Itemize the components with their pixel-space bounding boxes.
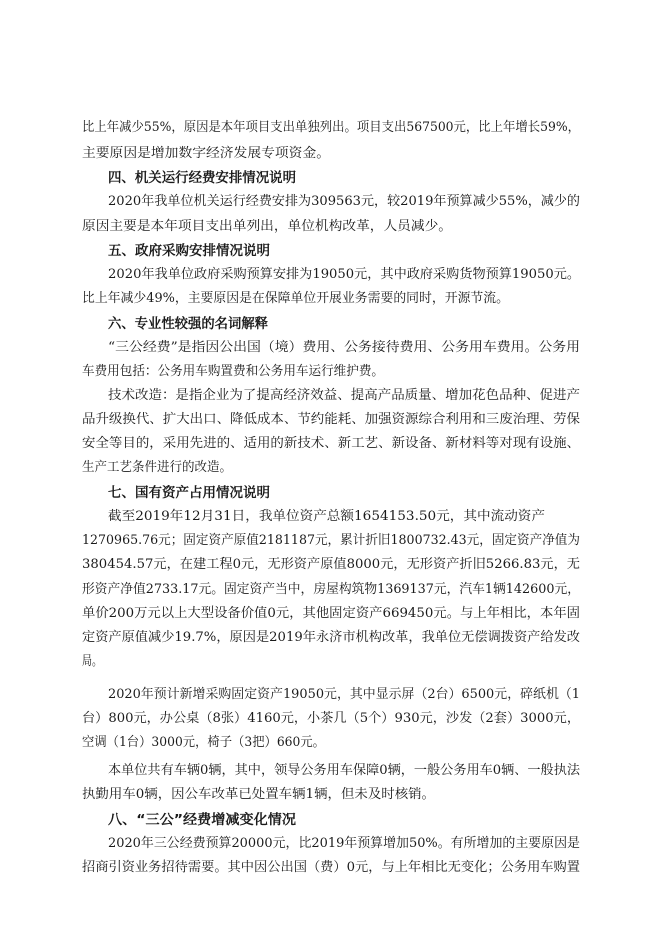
- body-text-line: “三公经费”是指因公出国（境）费用、公务接待费用、公务用车费用。公务用: [108, 340, 580, 355]
- section-heading: 七、国有资产占用情况说明: [108, 485, 270, 501]
- body-text-line: 2020年三公经费预算20000元，比2019年预算增加50%。有所增加的主要原因是: [108, 836, 580, 851]
- body-text-line: 截至2019年12月31日，我单位资产总额1654153.50元，其中流动资产: [108, 509, 545, 524]
- body-text-line: 生产工艺条件进行的改造。: [82, 460, 232, 475]
- body-text-line: 单价200万元以上大型设备价值0元，其他固定资产669450元。与上年相比，本年固: [82, 606, 580, 621]
- body-text-line: 车费用包括：公务用车购置费和公务用车运行维护费。: [82, 364, 384, 379]
- body-text-line: 比上年减少49%，主要原因是在保障单位开展业务需要的同时，开源节流。: [82, 291, 509, 306]
- body-text-line: 原因主要是本年项目支出单列出，单位机构改革，人员减少。: [82, 219, 452, 234]
- body-text-line: 安全等目的，采用先进的、适用的新技术、新工艺、新设备、新材料等对现有设施、: [82, 436, 580, 451]
- section-heading: 四、机关运行经费安排情况说明: [108, 170, 296, 186]
- body-text-line: 2020年我单位政府采购预算安排为19050元，其中政府采购货物预算19050元。: [108, 267, 580, 282]
- body-text-line: 主要原因是增加数字经济发展专项资金。: [82, 146, 330, 161]
- body-text-line: 380454.57元，在建工程0元，无形资产原值8000元，无形资产折旧5266.83元，无: [82, 557, 580, 572]
- body-text-line: 招商引资业务招待需要。其中因公出国（费）0元，与上年相比无变化；公务用车购置: [82, 860, 580, 875]
- section-heading: 五、政府采购安排情况说明: [108, 243, 270, 259]
- body-text-line: 品升级换代、扩大出口、降低成本、节约能耗、加强资源综合利用和三废治理、劳保: [82, 412, 580, 427]
- body-text-line: 比上年减少55%，原因是本年项目支出单独列出。项目支出567500元，比上年增长59%，: [82, 120, 580, 135]
- body-text-line: 形资产净值2733.17元。固定资产当中，房屋构筑物1369137元，汽车1辆142600元，: [82, 582, 580, 597]
- section-heading: 八、“三公”经费增减变化情况: [108, 812, 296, 828]
- body-text-line: 1270965.76元；固定资产原值2181187元，累计折旧1800732.43元，固定资产净值为: [82, 533, 580, 548]
- body-text-line: 空调（1台）3000元，椅子（3把）660元。: [82, 735, 325, 750]
- body-text-line: 2020年我单位机关运行经费安排为309563元，较2019年预算减少55%，减少的: [108, 194, 580, 209]
- body-text-line: 局。: [82, 654, 102, 669]
- body-text-line: 2020年预计新增采购固定资产19050元，其中显示屏（2台）6500元，碎纸机（1: [108, 687, 580, 702]
- body-text-line: 执勤用车0辆，因公车改革已处置车辆1辆，但未及时核销。: [82, 787, 436, 802]
- body-text-line: 本单位共有车辆0辆，其中，领导公务用车保障0辆，一般公务用车0辆、一般执法: [108, 763, 580, 778]
- section-heading: 六、专业性较强的名词解释: [108, 316, 268, 332]
- body-text-line: 定资产原值减少19.7%，原因是2019年永济市机构改革，我单位无偿调拨资产给发改: [82, 630, 580, 645]
- body-text-line: 技术改造：是指企业为了提高经济效益、提高产品质量、增加花色品种、促进产: [108, 388, 580, 403]
- body-text-line: 台）800元，办公桌（8张）4160元，小茶几（5个）930元，沙发（2套）3000元，: [82, 711, 580, 726]
